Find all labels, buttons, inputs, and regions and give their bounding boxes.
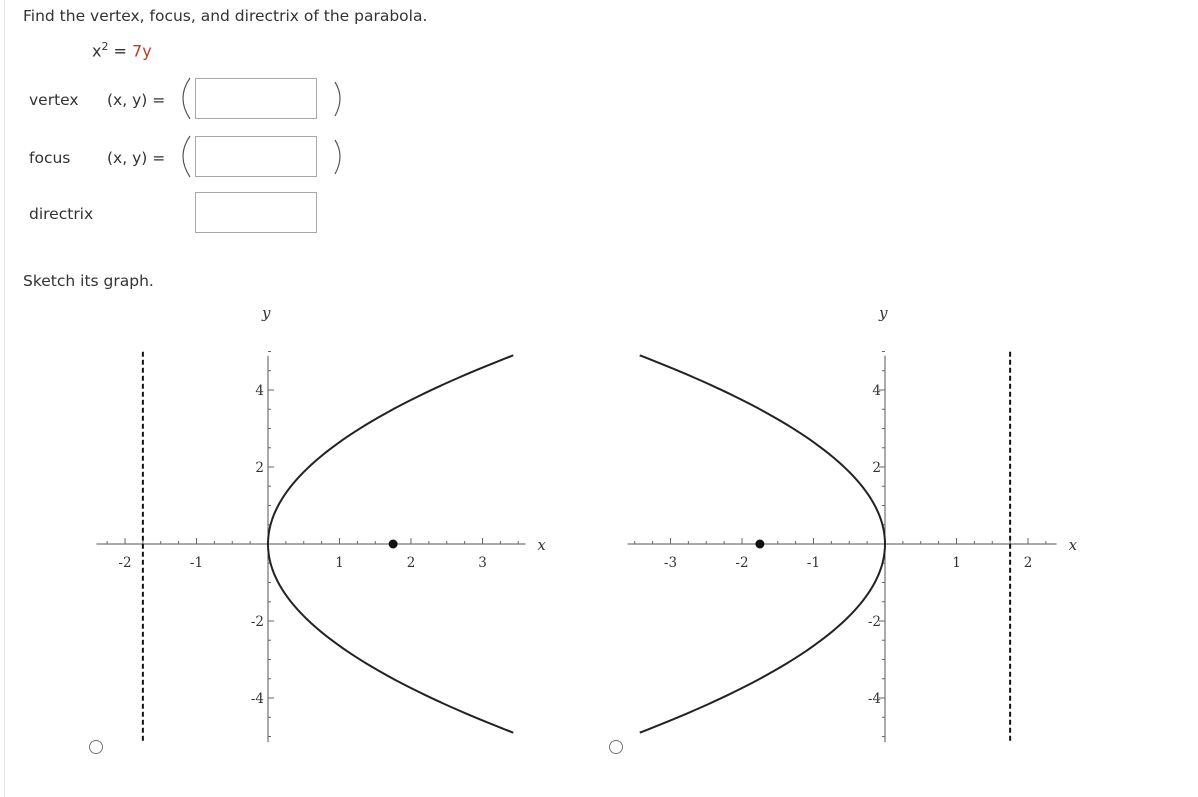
y-tick-label: 4: [872, 383, 881, 399]
y-tick-label: -2: [250, 614, 264, 630]
y-tick-label: 4: [255, 383, 264, 399]
y-tick-label: -2: [867, 614, 881, 630]
y-tick-label: -4: [867, 691, 881, 707]
vertex-xy-label: (x, y) =: [107, 91, 166, 109]
x-tick-label: 1: [335, 555, 344, 571]
focus-label: focus: [29, 149, 71, 167]
y-axis-label: y: [879, 304, 888, 322]
x-tick-label: -1: [189, 555, 204, 571]
focus-point: [755, 540, 764, 549]
question-text: Find the vertex, focus, and directrix of the parabola.: [23, 7, 428, 25]
graph-option-1-radio[interactable]: [89, 740, 103, 754]
graph-option-2-radio[interactable]: [609, 740, 623, 754]
equation-equals: =: [108, 41, 133, 61]
equation-lhs: x: [92, 41, 102, 61]
y-axis-label: y: [262, 304, 271, 322]
x-tick-label: 3: [478, 555, 487, 571]
x-axis-label: x: [1068, 536, 1078, 554]
x-tick-label: -2: [735, 555, 749, 571]
x-tick-label: -2: [118, 555, 132, 571]
directrix-label: directrix: [29, 205, 94, 223]
sketch-label: Sketch its graph.: [23, 272, 154, 290]
equation-exponent: 2: [101, 40, 109, 53]
equation-rhs: 7y: [132, 41, 152, 61]
y-tick-label: 2: [255, 460, 264, 476]
x-axis-label: x: [537, 536, 546, 554]
x-tick-label: -3: [663, 555, 678, 571]
vertex-label: vertex: [29, 91, 79, 109]
y-tick-label: -4: [250, 691, 264, 707]
x-tick-label: 1: [952, 555, 961, 571]
y-tick-label: 2: [872, 460, 881, 476]
x-tick-label: 2: [1023, 555, 1033, 571]
focus-xy-label: (x, y) =: [107, 149, 166, 167]
x-tick-label: 2: [406, 555, 416, 571]
x-tick-label: -1: [806, 555, 821, 571]
